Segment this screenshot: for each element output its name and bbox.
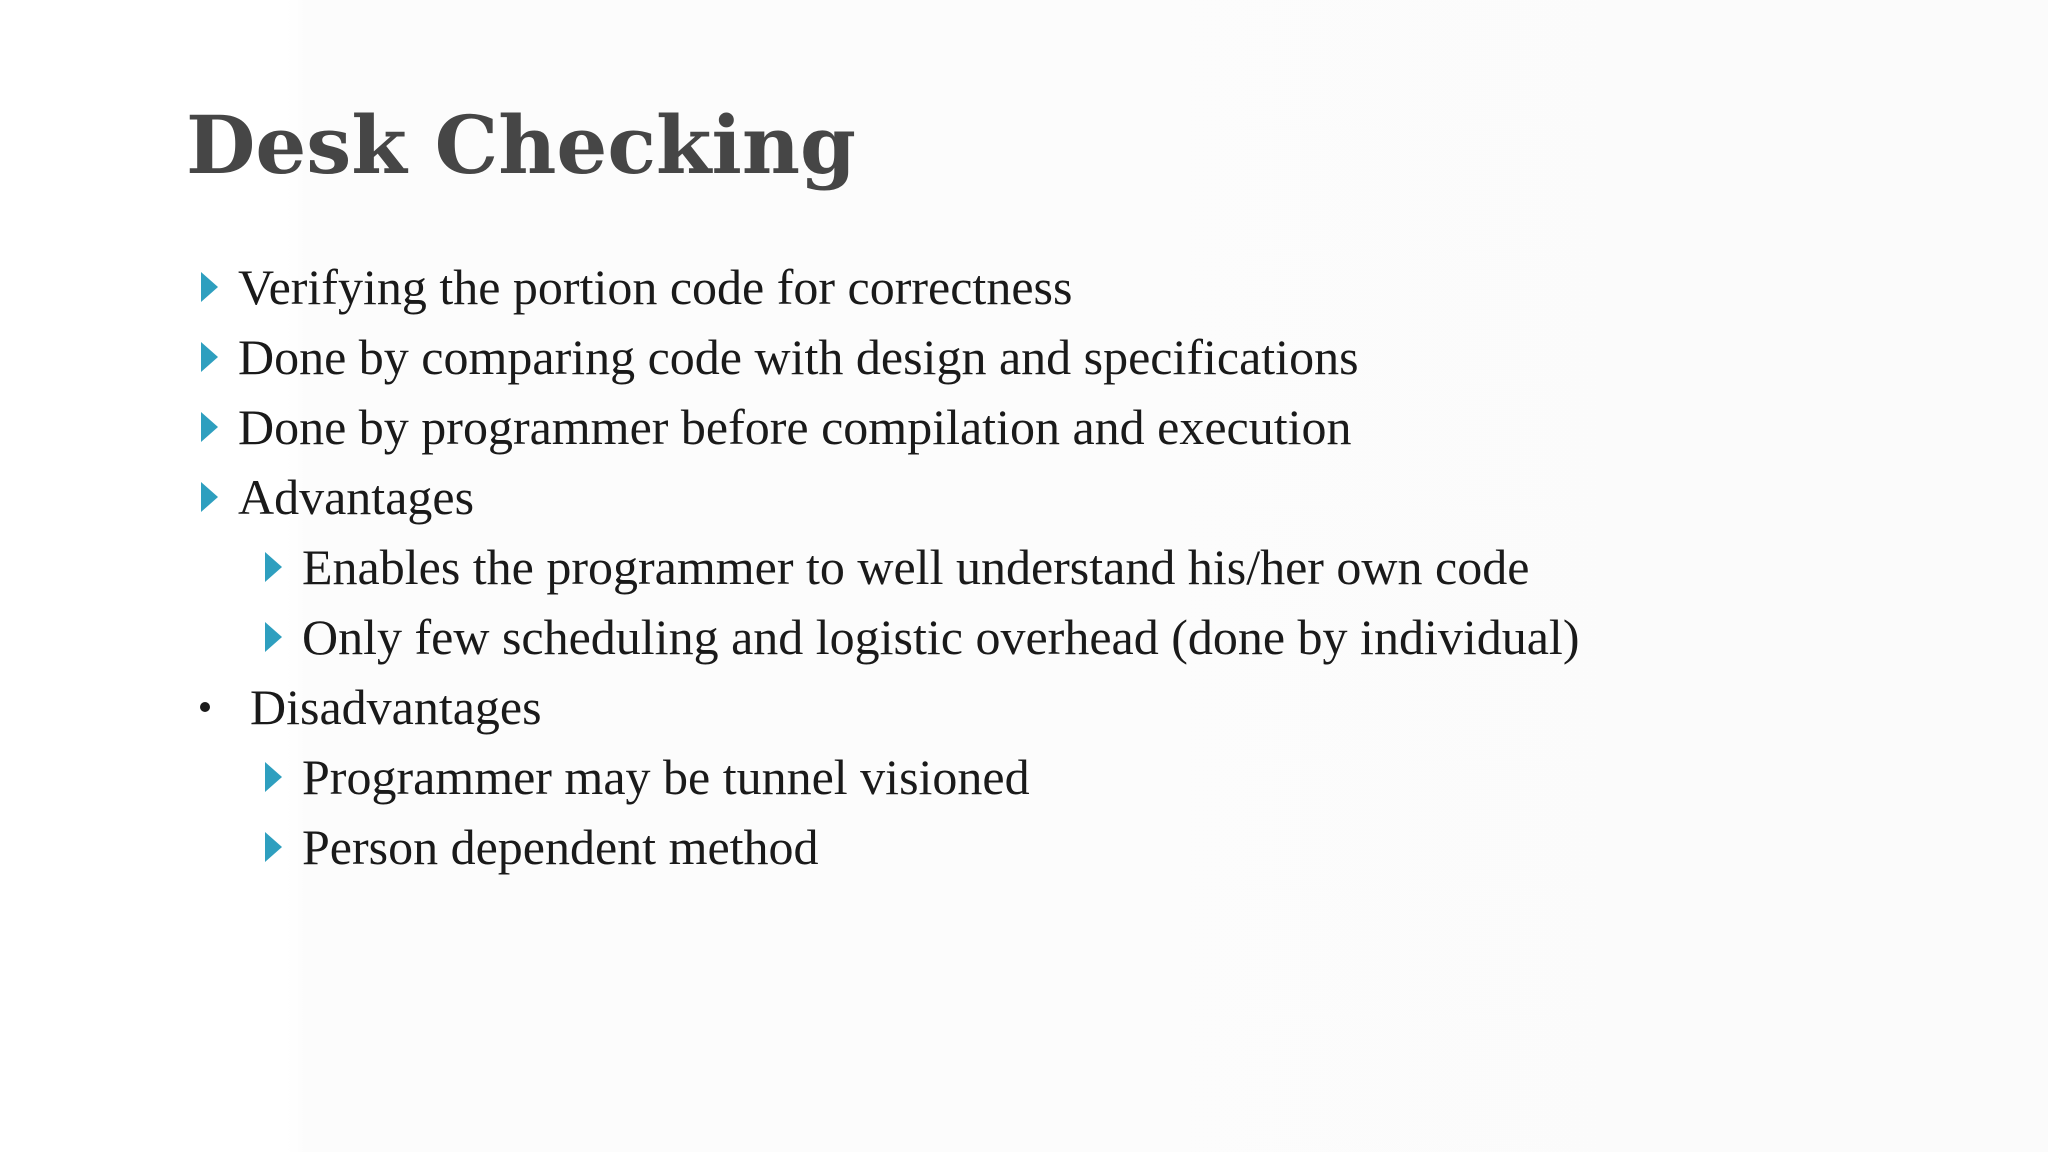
triangle-bullet-icon xyxy=(201,342,218,372)
triangle-bullet-icon xyxy=(201,482,218,512)
triangle-bullet-icon xyxy=(201,272,218,302)
bullet-item xyxy=(196,462,1996,532)
bullet-list xyxy=(196,252,1996,882)
bullet-text: Done by programmer before compilation and execution xyxy=(238,399,1352,455)
sub-bullet-item xyxy=(196,812,1996,882)
bullet-text: Disadvantages xyxy=(250,679,542,735)
triangle-bullet-icon xyxy=(265,552,282,582)
dot-bullet-icon xyxy=(200,702,210,712)
sub-bullet-item xyxy=(196,602,1996,672)
bullet-text: Programmer may be tunnel visioned xyxy=(302,749,1030,805)
bullet-item xyxy=(196,252,1996,322)
bullet-text: Only few scheduling and logistic overhead (done by individual) xyxy=(302,609,1580,665)
sub-bullet-item xyxy=(196,742,1996,812)
bullet-item xyxy=(196,392,1996,462)
triangle-bullet-icon xyxy=(201,412,218,442)
slide-title: Desk Checking xyxy=(186,98,856,192)
bullet-item xyxy=(196,322,1996,392)
bullet-text: Person dependent method xyxy=(302,819,819,875)
bullet-text: Advantages xyxy=(238,469,475,525)
sub-bullet-item xyxy=(196,532,1996,602)
triangle-bullet-icon xyxy=(265,622,282,652)
triangle-bullet-icon xyxy=(265,762,282,792)
bullet-text: Done by comparing code with design and specifications xyxy=(238,329,1359,385)
bullet-item xyxy=(196,672,1996,742)
bullet-text: Verifying the portion code for correctness xyxy=(238,259,1073,315)
triangle-bullet-icon xyxy=(265,832,282,862)
bullet-text: Enables the programmer to well understand his/her own code xyxy=(302,539,1530,595)
